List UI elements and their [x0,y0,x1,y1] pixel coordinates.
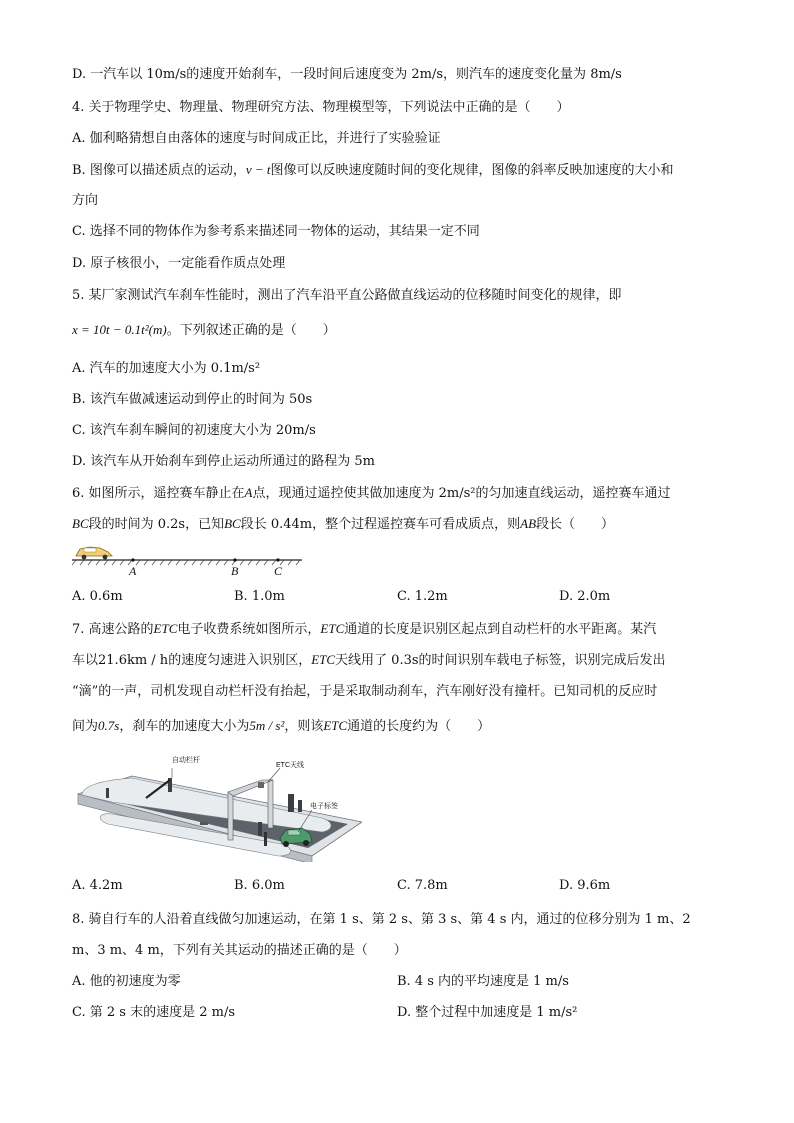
q4-option-b: B. 图像可以描述质点的运动，v − t图像可以反映速度随时间的变化规律，图像的斜率反映加速度的大小和 [72,162,674,178]
q5-stem-line2: x = 10t − 0.1t²(m)。下列叙述正确的是（ ） [72,322,336,338]
q5-option-d: D. 该汽车从开始刹车到停止运动所通过的路程为 5m [72,454,375,469]
q8-option-b: B. 4 s 内的平均速度是 1 m/s [397,974,569,989]
q8-stem: 8. 骑自行车的人沿着直线做匀加速运动，在第 1 s、第 2 s、第 3 s、第 4 s 内，通过的位移分别为 1 m、2 [72,912,691,927]
label-barrier: 自动栏杆 [172,757,200,764]
q5-option-c: C. 该汽车刹车瞬间的初速度大小为 20m/s [72,423,316,438]
race-car-icon [76,547,112,559]
q7-etc-figure [72,752,362,862]
q4-option-c: C. 选择不同的物体作为参考系来描述同一物体的运动，其结果一定不同 [72,224,480,239]
q7-stem-l3: “滴”的一声，司机发现自动栏杆没有抬起，于是采取制动刹车，汽车刚好没有撞杆。已知司机的反应时 [72,684,658,699]
q4-option-a: A. 伽利略猜想自由落体的速度与时间成正比，并进行了实验验证 [72,131,441,146]
q4-stem: 4. 关于物理学史、物理量、物理研究方法、物理模型等，下列说法中正确的是（ ） [72,100,570,115]
point-b-label: B [231,564,239,578]
q6-track-figure [72,540,312,580]
label-tag: 电子标签 [310,803,338,810]
q7-option-b: B. 6.0m [234,878,285,893]
q4-option-d: D. 原子核很小，一定能看作质点处理 [72,256,286,271]
q7-option-a: A. 4.2m [72,878,123,893]
q7-option-d: D. 9.6m [559,878,611,893]
point-a-label: A [129,564,137,578]
label-antenna: ETC天线 [276,762,304,769]
q6-stem: 6. 如图所示，遥控赛车静止在A点，现通过遥控使其做加速度为 2m/s²的匀加速直线运动，遥控赛车通过 [72,485,671,501]
q5-formula: x = 10t − 0.1t²(m) [72,322,167,337]
point-c-label: C [274,564,283,578]
q6-option-b: B. 1.0m [234,589,285,604]
q5-option-a: A. 汽车的加速度大小为 0.1m/s² [72,361,261,376]
q4-option-b-line2: 方向 [72,193,99,208]
q7-option-c: C. 7.8m [397,878,448,893]
q8-stem-line2: m、3 m、4 m，下列有关其运动的描述正确的是（ ） [72,943,407,958]
q5-option-b: B. 该汽车做减速运动到停止的时间为 50s [72,392,313,407]
q8-option-d: D. 整个过程中加速度是 1 m/s² [397,1005,578,1020]
q7-stem-l2: 车以21.6km / h的速度匀速进入识别区，ETC天线用了 0.3s的时间识别车载电子标签，识别完成后发出 [72,652,666,668]
q8-option-c: C. 第 2 s 末的速度是 2 m/s [72,1005,236,1020]
q6-option-a: A. 0.6m [72,589,123,604]
q6-option-c: C. 1.2m [397,589,448,604]
q8-option-a: A. 他的初速度为零 [72,974,181,989]
q6-option-d: D. 2.0m [559,589,611,604]
q5-stem: 5. 某厂家测试汽车刹车性能时，测出了汽车沿平直公路做直线运动的位移随时间变化的规律，即 [72,288,622,303]
q6-stem-line2: BC段的时间为 0.2s，已知BC段长 0.44m，整个过程遥控赛车可看成质点，则AB段长（ ） [72,516,615,532]
q7-stem-l1: 7. 高速公路的ETC电子收费系统如图所示，ETC通道的长度是识别区起点到自动栏杆的水平距离。某汽 [72,621,657,637]
q3-option-d: D. 一汽车以 10m/s的速度开始刹车，一段时间后速度变为 2m/s，则汽车的速度变化量为 8m/s [72,67,622,82]
q7-stem-l4: 间为0.7s，刹车的加速度大小为5m / s²，则该ETC通道的长度约为（ ） [72,718,491,734]
